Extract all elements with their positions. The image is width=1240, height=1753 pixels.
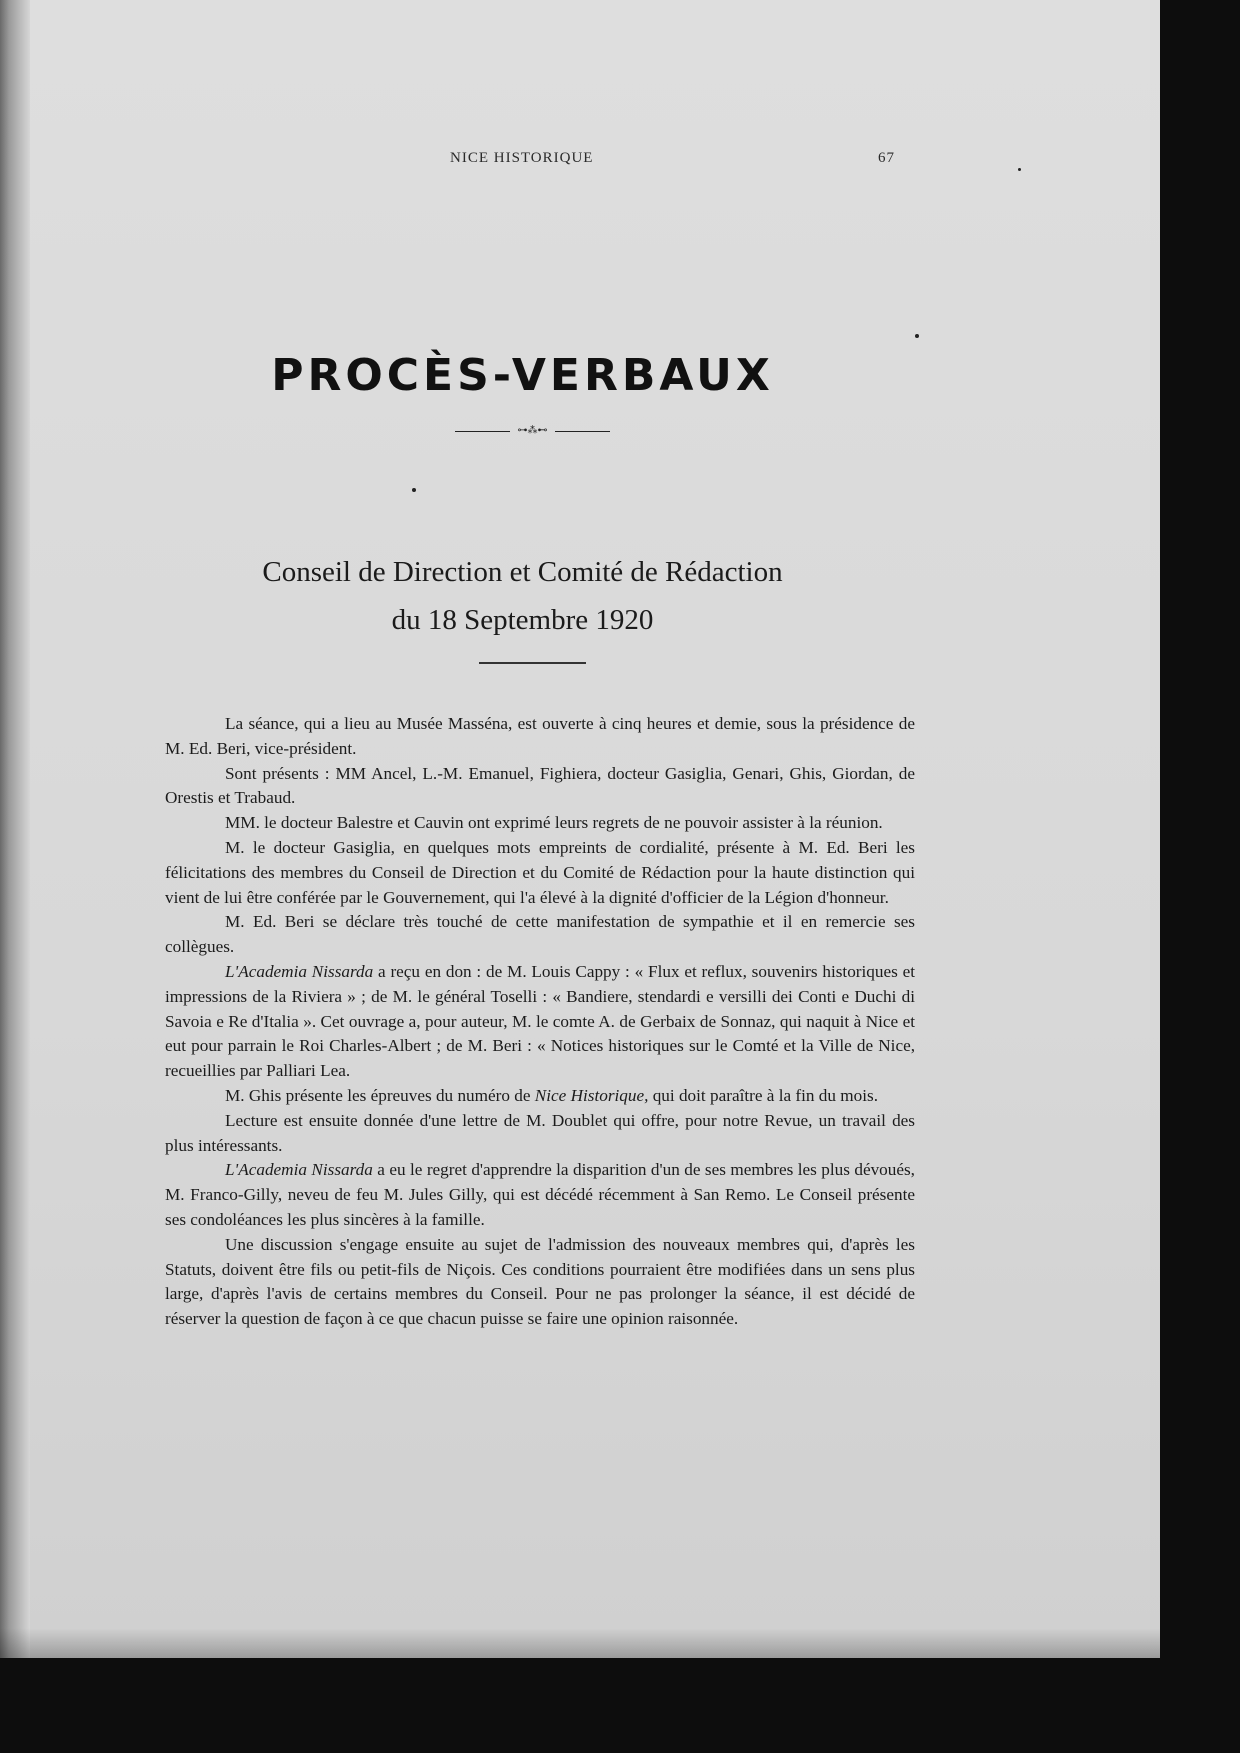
paper-speck [412, 488, 416, 492]
page-bottom-shadow [0, 1628, 1160, 1658]
running-title: NICE HISTORIQUE [450, 150, 594, 166]
paragraph: La séance, qui a lieu au Musée Masséna, est ouverte à cinq heures et demie, sous la présidence de M. Ed. Beri, vice-président. [165, 714, 915, 758]
paragraph: Lecture est ensuite donnée d'une lettre de M. Doublet qui offre, pour notre Revue, un travail des plus intéressants. [165, 1110, 915, 1155]
subtitle-rule [479, 662, 586, 664]
page-number: 67 [878, 150, 895, 166]
body-text [165, 712, 915, 1332]
paragraph: M. le docteur Gasiglia, en quelques mots empreints de cordialité, présente à M. Ed. Beri les félicitations des membres du Conseil de Direction et du Comité de Rédaction pour la haute distinction qui vient de lui être conférée par le Gouvernement, qui l'a élevé à la dignité d'officier de la Légion d'honneur. [165, 837, 915, 907]
section-subtitle [150, 548, 895, 644]
ornament-line-right [555, 431, 610, 432]
paragraph: Une discussion s'engage ensuite au sujet de l'admission des nouveaux membres qui, d'après les Statuts, doivent être fils ou petit-fils de Niçois. Ces conditions pourraient être modifiées dans un sens plus large, d'après l'avis de certains membres du Conseil. Pour ne pas prolonger la séance, il est décidé de réserver la question de façon à ce que chacun puisse se faire une opinion raisonnée. [165, 1234, 915, 1329]
subtitle-line-2: du 18 Septembre 1920 [391, 604, 654, 636]
ornament-glyph: ⊶⁂⊷ [517, 425, 548, 436]
paragraph: M. Ed. Beri se déclare très touché de cette manifestation de sympathie et il en remercie ses collègues. [165, 912, 915, 957]
paragraph: L'Academia Nissarda a eu le regret d'apprendre la disparition d'un de ses membres les plus dévoués, M. Franco-Gilly, neveu de feu M. Jules Gilly, qui est décédé récemment à San Remo. Le Conseil présente ses condoléances les plus sincères à la famille. [165, 1160, 915, 1229]
paragraph: L'Academia Nissarda a reçu en don : de M. Louis Cappy : « Flux et reflux, souvenirs historiques et impressions de la Riviera » ; de M. le général Toselli : « Bandiere, stendardi e versilli dei Conti e Duchi di Savoia e Re d'Italia ». Cet ouvrage a, pour auteur, M. le comte A. de Gerbaix de Sonnaz, qui naquit à Nice et eut pour parrain le Roi Charles-Albert ; de M. Beri : « Notices historiques sur le Comté et la Ville de Nice, recueillies par Palliari Lea. [165, 961, 915, 1081]
running-head [150, 150, 895, 172]
title-ornament [455, 425, 610, 439]
paper-speck [915, 334, 919, 338]
page-spine-shadow [0, 0, 30, 1658]
paper-speck [1018, 168, 1021, 171]
main-title: PROCÈS-VERBAUX [271, 350, 774, 401]
paragraph: Sont présents : MM Ancel, L.-M. Emanuel, Fighiera, docteur Gasiglia, Genari, Ghis, Giordan, de Orestis et Trabaud. [165, 763, 915, 808]
paragraph: MM. le docteur Balestre et Cauvin ont exprimé leurs regrets de ne pouvoir assister à la réunion. [225, 813, 883, 833]
paragraph: M. Ghis présente les épreuves du numéro de Nice Historique, qui doit paraître à la fin du mois. [225, 1085, 878, 1105]
subtitle-line-1: Conseil de Direction et Comité de Rédaction [262, 556, 783, 588]
ornament-line-left [455, 431, 510, 432]
